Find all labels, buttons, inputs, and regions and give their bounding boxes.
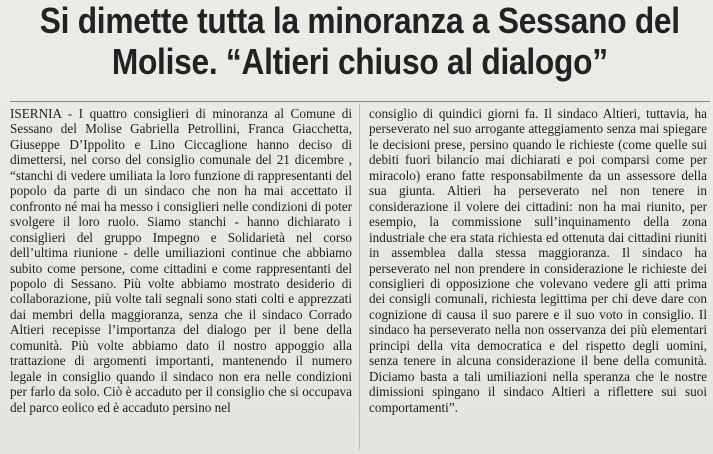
article-column-right bbox=[369, 106, 707, 415]
column-divider bbox=[359, 104, 360, 449]
column-left-text: ISERNIA - I quattro consiglieri di minoranza al Comune di Sessano del Molise Gabriella Petrollini, Franca Giacchetta, Giuseppe D’Ippolito e Lino Ciccaglione hanno deciso di dimettersi, nel corso del consiglio comunale del 21 dicembre , “stanchi di vedere umiliata la loro funzione di rappresentanti del popolo da parte di un sindaco che non ha mai accettato il confronto né mai ha messo i consiglieri nelle condizioni di poter svolgere il loro ruolo. Siamo stanchi - hanno dichiarato i consiglieri del gruppo Impegno e Solidarietà nel corso dell’ultima riunione - delle umiliazioni continue che abbiamo subito come persone, come cittadini e come rappresentanti del popolo di Sessano. Più volte abbiamo mostrato desiderio di collaborazione, più volte tali segnali sono stati colti e apprezzati dai membri della maggioranza, senza che il sindaco Corrado Altieri recepisse l’importanza del dialogo per il bene della comunità. Più volte abbiamo dato il nostro appoggio alla trattazione di argomenti importanti, mantenendo il numero legale in consiglio quando il sindaco non era nelle condizioni per farlo da solo. Ciò è accaduto per il consiglio che si occupava del parco eolico ed è accaduto persino nel bbox=[10, 106, 352, 415]
article-column-left bbox=[10, 106, 352, 415]
column-right-text: consiglio di quindici giorni fa. Il sindaco Altieri, tuttavia, ha perseverato nel suo arrogante atteggiamento senza mai spiegare le decisioni prese, persino quando le richieste (come quelle sui debiti fuori bilancio mai dichiarati e poi comparsi come per miracolo) erano fatte responsabilmente da un assessore della sua giunta. Altieri ha perseverato nel non tenere in considerazione il volere dei cittadini: non ha mai riunito, per esempio, la commissione sull’inquinamento della zona industriale che era stata richiesta ed ottenuta dai cittadini riuniti in assemblea dalla stessa maggioranza. Il sindaco ha perseverato nel non prendere in considerazione le richieste dei consiglieri di opposizione che volevano vedere gli atti prima dei consigli comunali, richiesta legittima per chi deve dare con cognizione di causa il suo parere e il suo voto in consiglio. Il sindaco ha perseverato nella non osservanza dei più elementari principi della vita democratica e del rispetto degli uomini, senza tenere in alcuna considerazione il bene della comunità. Diciamo basta a tali umiliazioni nella speranza che le nostre dimissioni spingano il sindaco Altieri a riflettere sui suoi comportamenti”. bbox=[369, 106, 707, 415]
headline-divider bbox=[10, 101, 710, 102]
article-headline: Si dimette tutta la minoranza a Sessano del Molise. “Altieri chiuso al dialogo” bbox=[39, 0, 680, 82]
